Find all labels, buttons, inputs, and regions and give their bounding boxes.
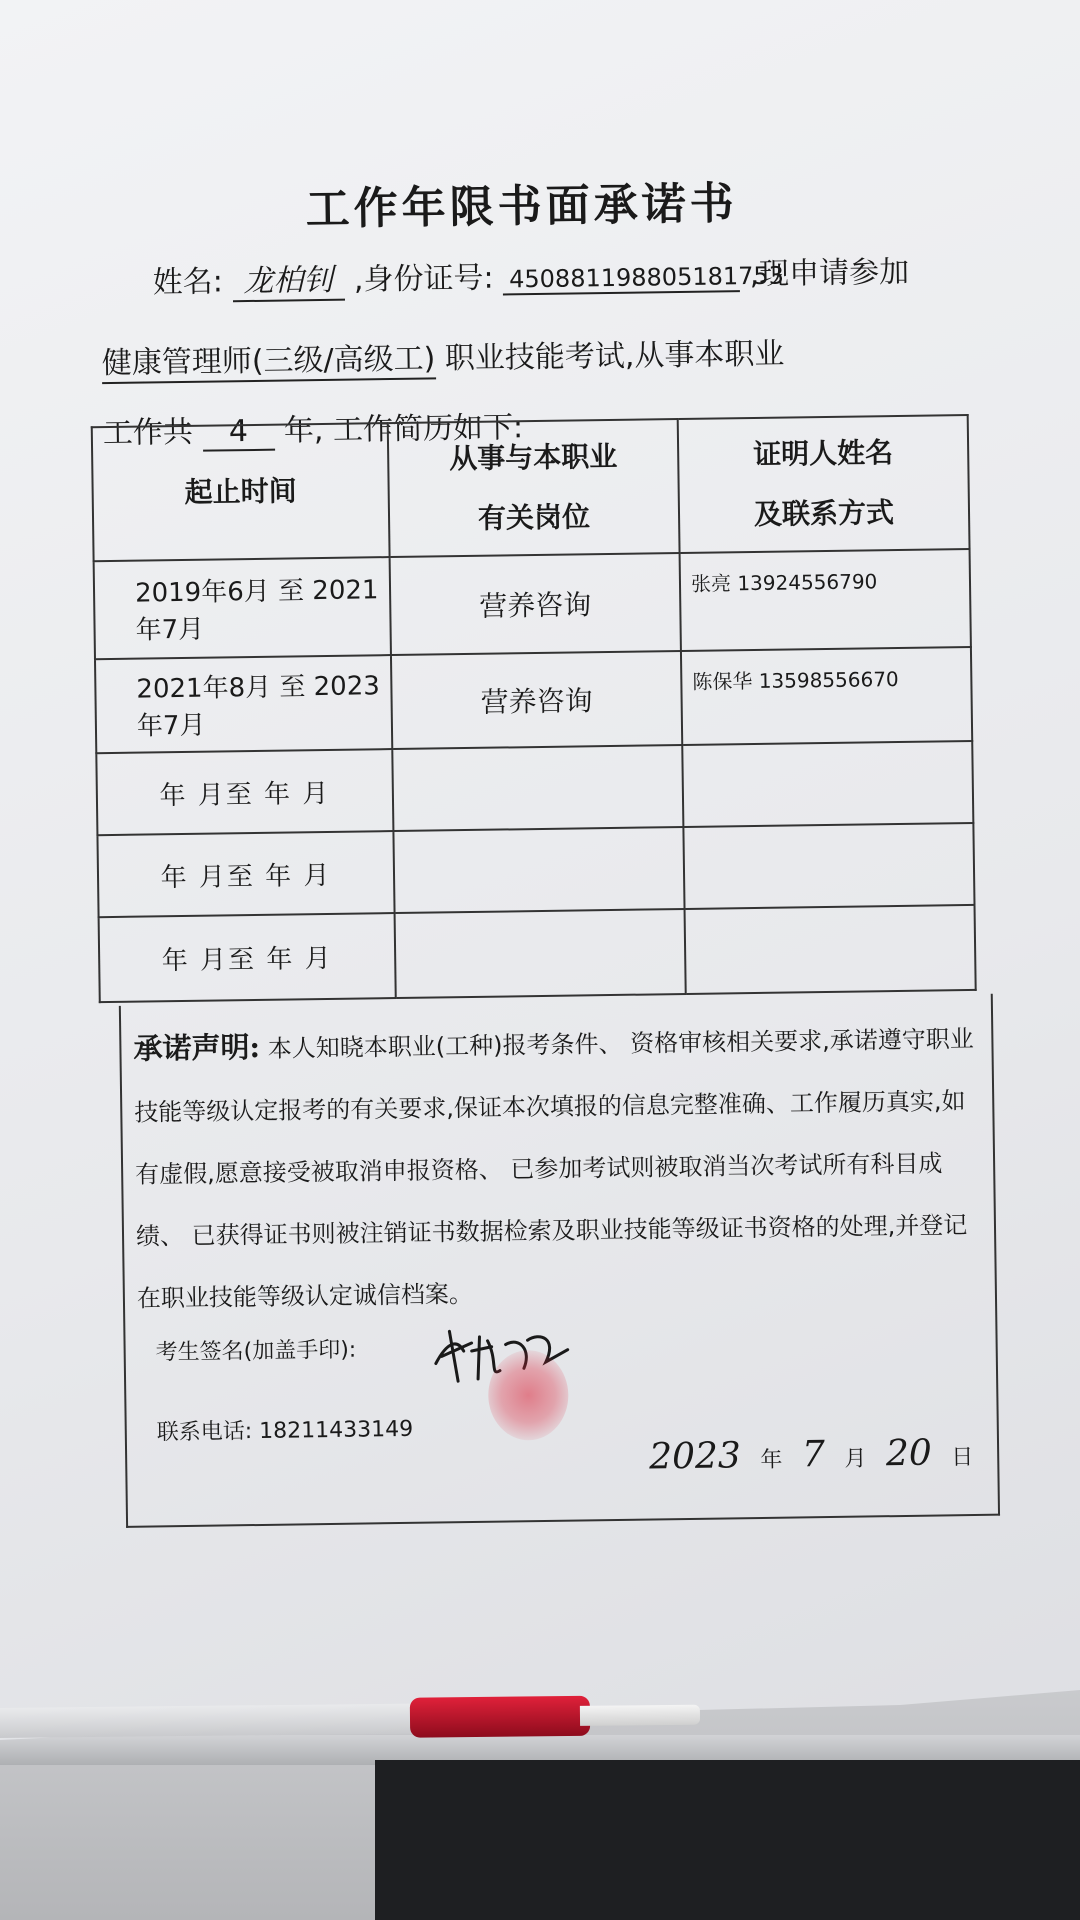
apply-text: ,现申请参加 — [749, 254, 910, 293]
row-post — [395, 909, 686, 998]
years-label: 工作共 — [102, 414, 194, 452]
name-label: 姓名: — [152, 264, 224, 301]
table-row — [95, 647, 972, 753]
date-day: 20 — [885, 1432, 933, 1475]
work-history-table — [91, 414, 977, 1003]
row-post: 营养咨询 — [391, 651, 682, 749]
row-time: 2019年6月 至 2021年7月 — [94, 557, 391, 659]
exam-suffix: 职业技能考试,从事本职业 — [444, 336, 785, 377]
row-reference — [683, 823, 974, 909]
row-reference — [685, 905, 976, 994]
header-time: 起止时间 — [92, 423, 390, 561]
row-time: 2021年8月 至 2023年7月 — [95, 655, 392, 753]
header-ref-line2: 及联系方式 — [753, 496, 895, 531]
table-row — [99, 905, 976, 1002]
pledge-label: 承诺声明: — [133, 1029, 261, 1066]
years-field: 4 — [202, 414, 275, 452]
header-ref-line1: 证明人姓名 — [752, 436, 894, 471]
row-post — [393, 827, 684, 913]
dark-object — [375, 1760, 1080, 1920]
name-field: 龙柏钊 — [232, 255, 345, 303]
date-year-unit: 年 — [760, 1447, 783, 1473]
applicant-line — [152, 247, 909, 304]
row-post: 营养咨询 — [390, 553, 681, 655]
row-time: 年 月至 年 月 — [96, 749, 393, 835]
row-reference: 张亮 13924556790 — [680, 549, 971, 651]
table-header-row — [92, 415, 970, 561]
header-post-line2: 有关岗位 — [477, 500, 591, 535]
signing-date — [649, 1432, 984, 1478]
id-number-field: 450881198805181753 — [503, 262, 740, 295]
table-row — [96, 741, 973, 835]
date-month-unit: 月 — [844, 1446, 867, 1472]
header-reference — [678, 415, 970, 553]
date-day-unit: 日 — [951, 1445, 974, 1471]
row-reference — [682, 741, 973, 827]
years-suffix: 年, 工作简历如下: — [283, 410, 524, 449]
date-month: 7 — [801, 1434, 826, 1476]
pledge-statement — [133, 1006, 987, 1330]
row-time: 年 月至 年 月 — [97, 831, 394, 917]
row-time: 年 月至 年 月 — [99, 913, 396, 1002]
table-row — [94, 549, 971, 659]
phone-line — [157, 1412, 414, 1447]
row-post — [392, 745, 683, 831]
row-reference: 陈保华 13598556670 — [681, 647, 972, 745]
header-post-line1: 从事与本职业 — [448, 439, 618, 476]
document-title: 工作年限书面承诺书 — [305, 178, 739, 236]
table-row — [97, 823, 974, 917]
exam-line — [102, 329, 785, 385]
date-year: 2023 — [648, 1435, 742, 1478]
phone-value: 18211433149 — [259, 1416, 414, 1444]
phone-label: 联系电话: — [156, 1419, 253, 1446]
header-post — [388, 419, 680, 557]
id-label: ,身份证号: — [353, 260, 494, 298]
exam-field: 健康管理师(三级/高级工) — [102, 333, 436, 384]
pledge-body: 本人知晓本职业(工种)报考条件、 资格审核相关要求,承诺遵守职业技能等级认定报考的有关要求,保证本次填报的信息完整准确、工作履历真实,如有虚假,愿意接受被取消申报资格、 已参加考试则被取消当次考试所有科目成绩、 已获得证书则被注销证书数据检索及职业技能等级证书资格的处理,并登记在职业技能等级认定诚信档案。 — [134, 1024, 974, 1313]
signature-label: 考生签名(加盖手印): — [155, 1337, 357, 1366]
